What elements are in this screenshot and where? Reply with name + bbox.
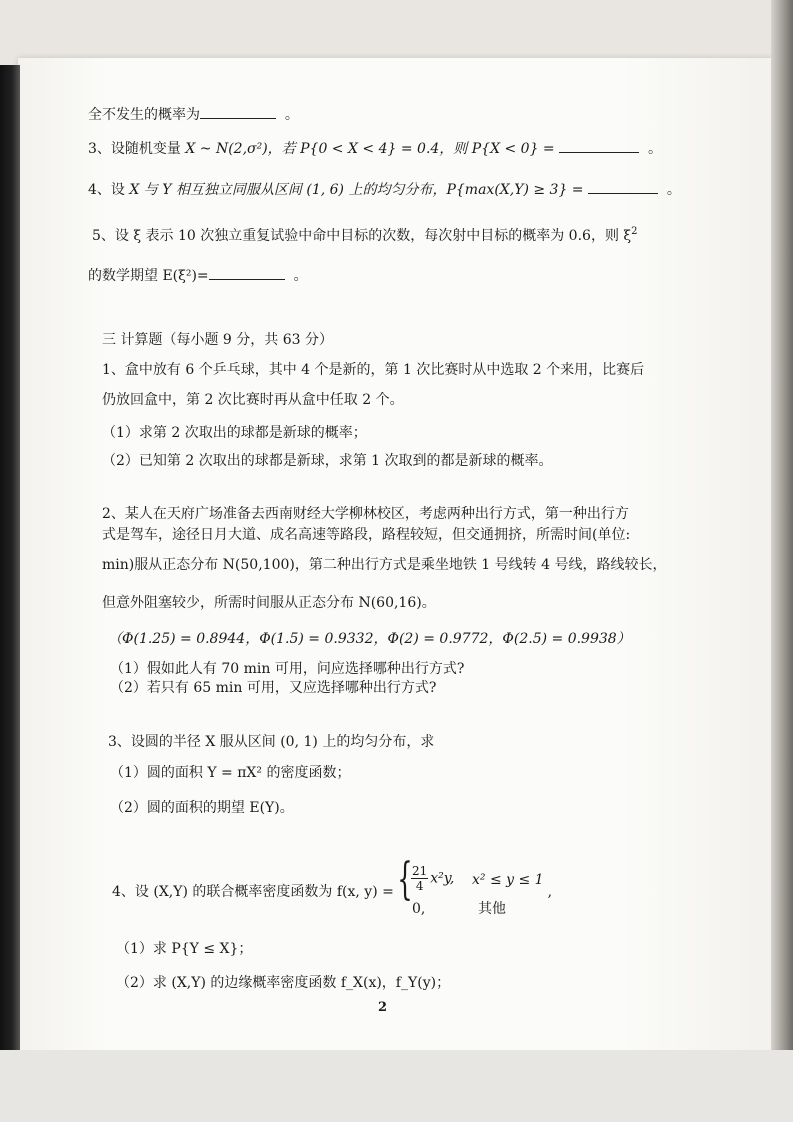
problem-2-part-1 xyxy=(110,660,464,678)
problem-1-line-1 xyxy=(102,361,644,379)
math-text: x² ≤ y ≤ 1 xyxy=(472,872,544,888)
problem-3-line-1 xyxy=(108,733,434,751)
heading-text: 三 计算题（每小题 9 分，共 63 分） xyxy=(102,332,333,348)
period: 。 xyxy=(293,268,308,284)
line-text: （2）圆的面积的期望 E(Y)。 xyxy=(110,800,294,816)
blank-question-5 xyxy=(92,223,637,245)
line-text: 4、设 xyxy=(88,182,125,198)
math-text: 0, xyxy=(412,901,426,917)
answer-blank xyxy=(588,179,658,194)
piecewise-condition-2 xyxy=(478,900,506,918)
problem-2-line-4 xyxy=(102,594,436,612)
piecewise-case-2 xyxy=(412,900,425,918)
math-text: X ~ N(2,σ²)，若 P{0 < X < 4} = 0.4，则 P{X < 0} = xyxy=(185,141,555,157)
line-text: 的数学期望 E(ξ²)= xyxy=(88,268,209,284)
problem-3-part-1 xyxy=(110,764,350,782)
period: 。 xyxy=(648,141,663,157)
problem-2-line-2 xyxy=(102,526,630,544)
numerator: 21 xyxy=(412,864,428,878)
problem-1-part-1 xyxy=(102,424,367,442)
blank-question-3 xyxy=(88,138,662,158)
page-right-edge xyxy=(771,0,793,1060)
piecewise-condition-1 xyxy=(472,871,553,900)
line-text: 1、盒中放有 6 个乒乓球，其中 4 个是新的，第 1 次比赛时从中选取 2 个来用，比赛后 xyxy=(102,362,645,378)
line-text: 式是驾车，途径日月大道、成名高速等路段，路程较短，但交通拥挤，所需时间(单位: xyxy=(102,527,631,543)
superscript: 2 xyxy=(631,226,638,237)
line-text: （2）若只有 65 min 可用，又应选择哪种出行方式? xyxy=(110,680,437,696)
problem-2-line-3 xyxy=(102,556,666,574)
problem-2-line-1 xyxy=(102,505,629,523)
blank-question-4 xyxy=(88,179,681,199)
math-text: x²y, xyxy=(430,870,455,887)
problem-2-phi-values xyxy=(108,630,631,648)
line-text: 5、设 ξ 表示 10 次独立重复试验中命中目标的次数，每次射中目标的概率为 0.6，则 ξ xyxy=(92,228,632,244)
line-text: 3、设随机变量 xyxy=(88,141,181,157)
line-text: （2）求 (X,Y) 的边缘概率密度函数 f_X(x)，f_Y(y)； xyxy=(116,975,451,991)
answer-blank xyxy=(200,104,276,119)
line-text: （1）圆的面积 Y = πX² 的密度函数； xyxy=(110,765,351,781)
line-text: 2、某人在天府广场准备去西南财经大学柳林校区，考虑两种出行方式，第一种出行方 xyxy=(102,506,629,522)
line-text: （1）求 P{Y ≤ X}； xyxy=(116,941,253,957)
line-text: 全不发生的概率为 xyxy=(88,107,200,123)
line-text: 仍放回盒中，第 2 次比赛时再从盒中任取 2 个。 xyxy=(102,392,404,408)
problem-1-part-2 xyxy=(102,452,553,470)
period: 。 xyxy=(284,107,299,123)
answer-blank xyxy=(209,265,285,280)
blank-question-2-tail xyxy=(88,104,299,124)
section-heading xyxy=(102,331,333,349)
problem-4-part-1 xyxy=(116,940,252,958)
line-text: 其他 xyxy=(478,901,506,917)
line-text: （2）已知第 2 次取出的球都是新球，求第 1 次取到的都是新球的概率。 xyxy=(102,453,553,469)
comma: , xyxy=(547,884,553,900)
line-text: min)服从正态分布 N(50,100)，第二种出行方式是乘坐地铁 1 号线转 4 号线，路线较长， xyxy=(102,557,667,573)
line-text: （1）假如此人有 70 min 可用，问应选择哪种出行方式? xyxy=(110,661,465,677)
problem-3-part-2 xyxy=(110,799,294,817)
problem-2-part-2 xyxy=(110,679,436,697)
blank-question-5-tail xyxy=(88,265,308,285)
problem-4-part-2 xyxy=(116,974,450,992)
page-number: 2 xyxy=(378,1000,388,1015)
page-left-shadow xyxy=(0,65,20,1065)
problem-1-line-2 xyxy=(102,391,404,409)
line-text: （1）求第 2 次取出的球都是新球的概率； xyxy=(102,425,367,441)
line-text: 但意外阻塞较少，所需时间服从正态分布 N(60,16)。 xyxy=(102,595,436,611)
period: 。 xyxy=(666,182,681,198)
denominator: 4 xyxy=(415,879,424,893)
brace-symbol: { xyxy=(397,854,413,905)
math-text: （Φ(1.25) = 0.8944，Φ(1.5) = 0.9332，Φ(2) = 0.9772，Φ(2.5) = 0.9938） xyxy=(108,631,631,647)
line-text: 4、设 (X,Y) 的联合概率密度函数为 f(x, y) = xyxy=(112,884,394,900)
problem-4-line-1 xyxy=(112,883,394,901)
line-text: 3、设圆的半径 X 服从区间 (0, 1) 上的均匀分布，求 xyxy=(108,734,435,750)
fraction xyxy=(411,864,428,893)
math-text: X 与 Y 相互独立同服从区间 (1, 6) 上的均匀分布，P{max(X,Y) ≥ 3} = xyxy=(129,182,584,198)
page-bottom-background xyxy=(0,1050,793,1122)
piecewise-case-1 xyxy=(409,864,454,893)
answer-blank xyxy=(559,138,639,153)
